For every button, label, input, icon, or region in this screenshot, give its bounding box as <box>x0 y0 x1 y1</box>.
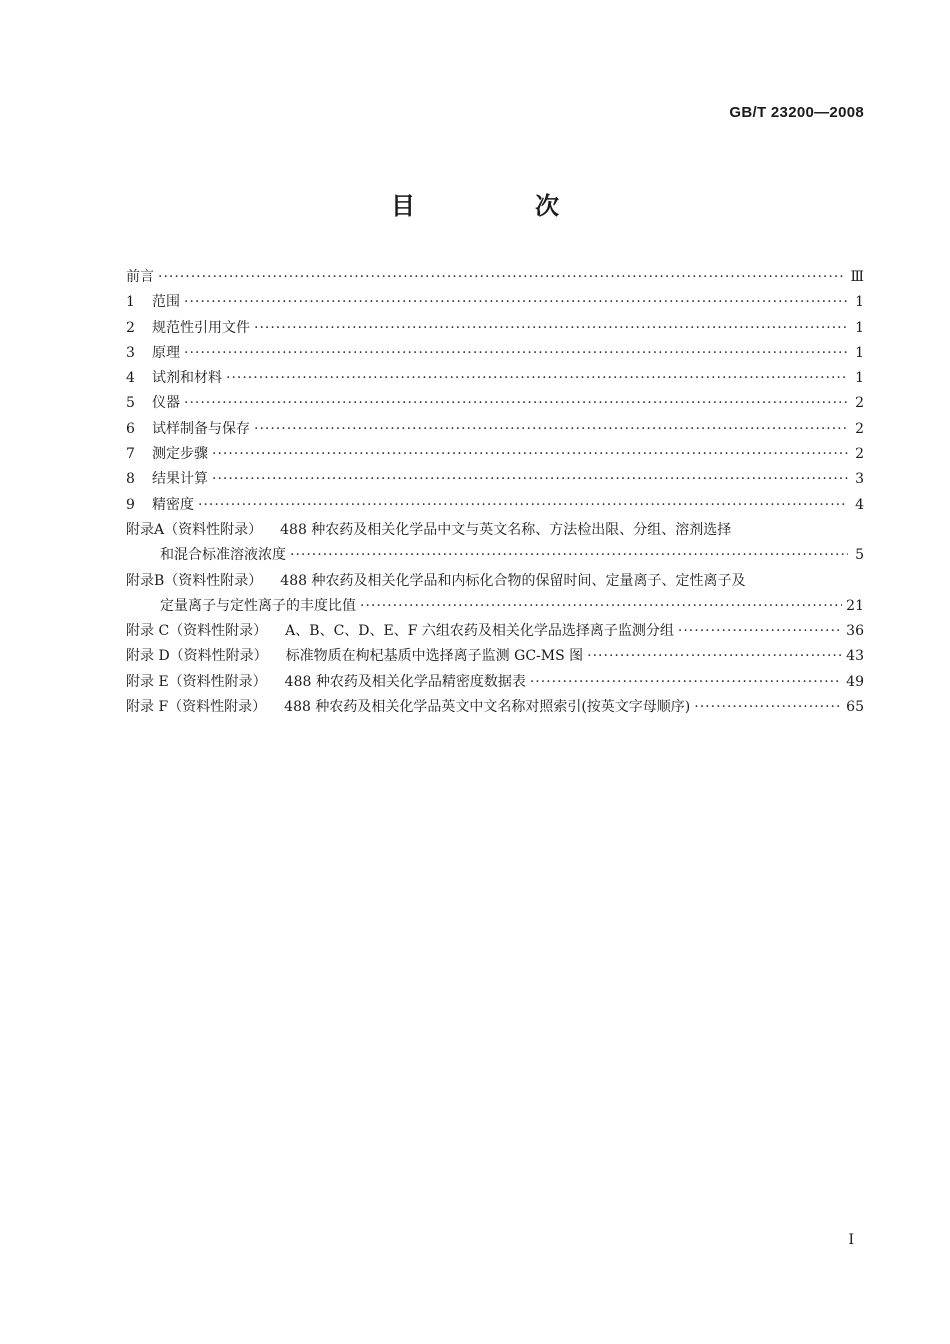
toc-entry-section[interactable] <box>126 468 864 493</box>
annex-title: A、B、C、D、E、F 六组农药及相关化学品选择离子监测分组 <box>285 623 674 640</box>
toc-entry-number: 2 <box>126 319 135 336</box>
leader-dots <box>158 269 846 285</box>
toc-entry-page: 49 <box>846 673 864 690</box>
toc-entry-section[interactable] <box>126 317 864 342</box>
toc-entry-annex-c[interactable] <box>126 620 864 645</box>
toc-entry-number: 8 <box>126 471 135 488</box>
toc-entry-page: 4 <box>855 496 864 513</box>
toc-entry-section[interactable] <box>126 443 864 468</box>
page-number: I <box>848 1232 854 1248</box>
toc-entry-text: 范围 <box>152 294 180 311</box>
toc-entry-number: 3 <box>126 344 135 361</box>
leader-dots <box>212 471 848 487</box>
leader-dots <box>360 598 842 614</box>
page-title: 目 次 <box>391 191 607 220</box>
toc-entry-page: Ⅲ <box>850 269 864 285</box>
table-of-contents <box>126 266 864 721</box>
toc-entry-page: 2 <box>855 420 864 437</box>
toc-entry-section[interactable] <box>126 367 864 392</box>
toc-entry-text: 测定步骤 <box>152 446 208 463</box>
toc-entry-annex-d[interactable] <box>126 645 864 670</box>
annex-title: 标准物质在枸杞基质中选择离子监测 GC-MS 图 <box>285 648 584 665</box>
leader-dots <box>184 395 848 411</box>
annex-title-line1: 488 种农药及相关化学品和内标化合物的保留时间、定量离子、定性离子及 <box>280 572 746 589</box>
annex-label: 附录 D（资料性附录） <box>126 648 268 665</box>
toc-entry-page: 2 <box>855 395 864 412</box>
toc-entry-section[interactable] <box>126 291 864 316</box>
toc-entry-text: 结果计算 <box>152 471 208 488</box>
annex-label: 附录 C（资料性附录） <box>126 623 268 640</box>
leader-dots <box>254 320 848 336</box>
toc-entry-text: 试样制备与保存 <box>152 420 250 437</box>
toc-entry-section[interactable] <box>126 342 864 367</box>
standard-number: GB/T 23200—2008 <box>729 104 864 121</box>
annex-title: 488 种农药及相关化学品精密度数据表 <box>284 673 526 690</box>
annex-label: 附录A（资料性附录） <box>126 521 263 538</box>
toc-entry-page: 21 <box>846 597 864 614</box>
toc-entry-foreword[interactable] <box>126 266 864 291</box>
toc-entry-number: 4 <box>126 370 135 387</box>
toc-entry-section[interactable] <box>126 418 864 443</box>
toc-entry-annex-a[interactable] <box>126 519 864 570</box>
leader-dots <box>212 446 848 462</box>
toc-entry-text: 规范性引用文件 <box>152 319 250 336</box>
toc-entry-number: 7 <box>126 446 135 463</box>
toc-entry-page: 36 <box>846 623 864 640</box>
toc-entry-section[interactable] <box>126 392 864 417</box>
toc-entry-annex-e[interactable] <box>126 671 864 696</box>
annex-title-line2: 和混合标准溶液浓度 <box>160 547 286 564</box>
toc-entry-page: 1 <box>855 294 864 311</box>
toc-entry-page: 1 <box>855 370 864 387</box>
toc-entry-page: 5 <box>855 547 864 564</box>
toc-entry-number: 9 <box>126 496 135 513</box>
toc-entry-page: 2 <box>855 446 864 463</box>
leader-dots <box>694 699 842 715</box>
leader-dots <box>530 674 842 690</box>
leader-dots <box>198 497 848 513</box>
toc-entry-text: 精密度 <box>152 496 194 513</box>
annex-label: 附录B（资料性附录） <box>126 572 263 589</box>
toc-entry-page: 1 <box>855 344 864 361</box>
annex-title: 488 种农药及相关化学品英文中文名称对照索引(按英文字母顺序) <box>284 699 691 716</box>
leader-dots <box>184 294 848 310</box>
toc-entry-section[interactable] <box>126 494 864 519</box>
toc-entry-annex-f[interactable] <box>126 696 864 721</box>
annex-title-line1: 488 种农药及相关化学品中文与英文名称、方法检出限、分组、溶剂选择 <box>280 521 732 538</box>
leader-dots <box>254 421 848 437</box>
toc-entry-page: 65 <box>846 699 864 716</box>
toc-entry-page: 1 <box>855 319 864 336</box>
toc-entry-text: 原理 <box>152 344 180 361</box>
leader-dots <box>184 345 848 361</box>
toc-entry-number: 5 <box>126 395 135 412</box>
toc-entry-page: 43 <box>846 648 864 665</box>
toc-entry-page: 3 <box>855 471 864 488</box>
leader-dots <box>290 547 848 563</box>
annex-label: 附录 E（资料性附录） <box>126 673 267 690</box>
toc-entry-number: 1 <box>126 294 135 311</box>
leader-dots <box>226 370 848 386</box>
toc-entry-annex-b[interactable] <box>126 570 864 621</box>
toc-entry-text: 仪器 <box>152 395 180 412</box>
leader-dots <box>678 623 842 639</box>
toc-entry-text: 前言 <box>126 269 154 285</box>
annex-title-line2: 定量离子与定性离子的丰度比值 <box>160 597 356 614</box>
toc-entry-number: 6 <box>126 420 135 437</box>
leader-dots <box>587 648 842 664</box>
toc-entry-text: 试剂和材料 <box>152 370 222 387</box>
annex-label: 附录 F（资料性附录） <box>126 699 267 716</box>
